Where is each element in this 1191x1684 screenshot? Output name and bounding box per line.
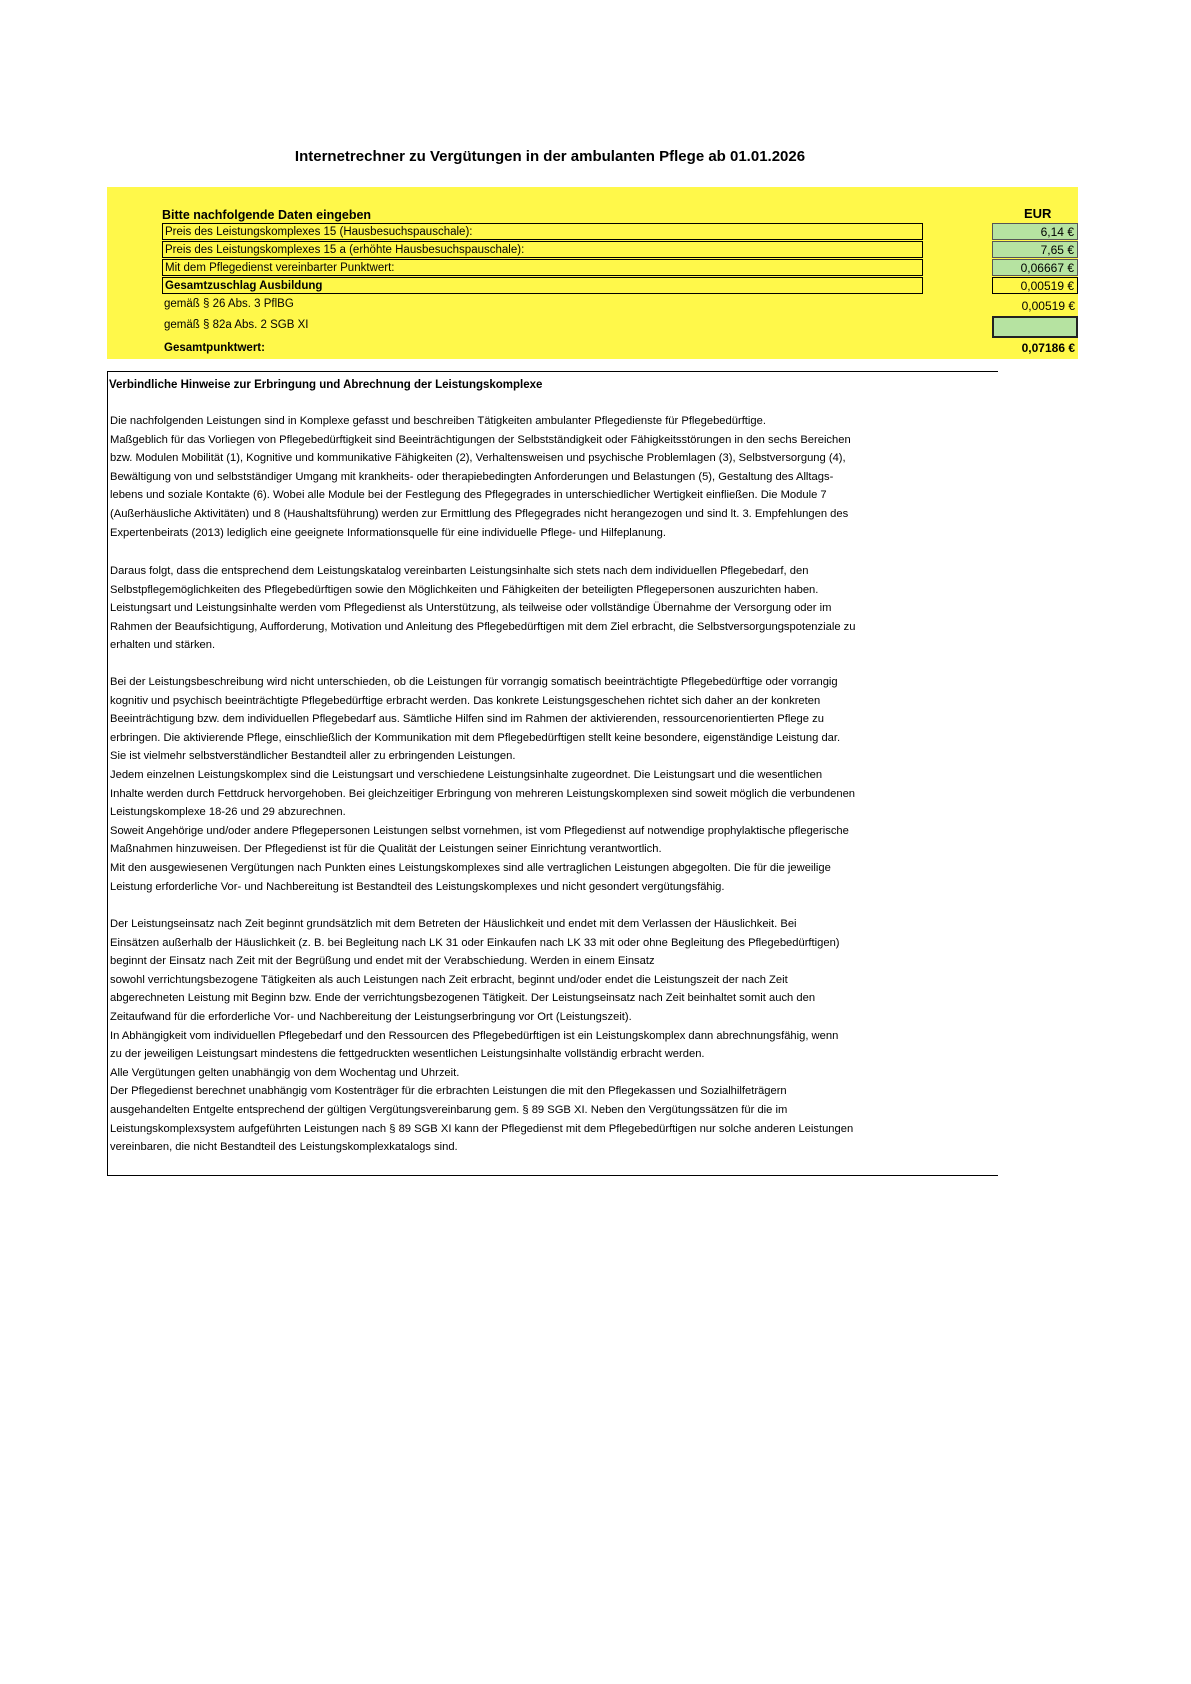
calculator-panel — [107, 187, 1078, 359]
sgbxi-label: gemäß § 82a Abs. 2 SGB XI — [164, 319, 309, 331]
lk15a-price-input[interactable]: 7,65 € — [992, 241, 1078, 258]
lk15-label: Preis des Leistungskomplexes 15 (Hausbesuchspauschale): — [162, 223, 923, 240]
pflbg-label: gemäß § 26 Abs. 3 PflBG — [164, 298, 294, 310]
lk15a-label: Preis des Leistungskomplexes 15 a (erhöhte Hausbesuchspauschale): — [162, 241, 923, 258]
notes-paragraph: Bei der Leistungsbeschreibung wird nicht unterschieden, ob die Leistungen für vorrangig somatisch beeinträchtigte Pflegebedürftige oder vorrangig kognitiv und psychisch beeinträchtigte Pflegebedürftige erbracht werden. Das konkrete Leistungsgeschehen richtet sich daher an der konkreten Beeinträchtigung bzw. dem individuellen Pflegebedarf aus. Sämtliche Hilfen sind im Rahmen der aktivierenden, ressourcenorientierten Pflege zu erbringen. Die aktivierende Pflege, einschließlich der Kommunikation mit dem Pflegebedürftigen stellt keine besondere, eigenständige Leistung dar. Sie ist vielmehr selbstverständlicher Bestandteil aller zu erbringenden Leistungen. Jedem einzelnen Leistungskomplex sind die Leistungsart und verschiedene Leistungsinhalte zugeordnet. Die Leistungsart und die wesentlichen Inhalte werden durch Fettdruck hervorgehoben. Bei gleichzeitiger Erbringung von mehreren Leistungskomplexen sind soweit möglich die verbundenen Leistungskomplexe 18-26 und 29 abzurechnen. Soweit Angehörige und/oder andere Pflegepersonen Leistungen selbst vornehmen, ist vom Pflegedienst auf notwendige prophylaktische pflegerische Maßnahmen hinzuweisen. Der Pflegedienst ist für die Qualität der Leistungen seiner Einrichtung verantwortlich. Mit den ausgewiesenen Vergütungen nach Punkten eines Leistungskomplexes sind alle vertraglichen Leistungen abgegolten. Die für die jeweilige Leistung erforderliche Vor- und Nachbereitung ist Bestandteil des Leistungskomplexes und nicht gesondert vergütungsfähig. — [110, 676, 856, 893]
notes-paragraph: Der Leistungseinsatz nach Zeit beginnt grundsätzlich mit dem Betreten der Häuslichkeit und endet mit dem Verlassen der Häuslichkeit. Bei Einsätzen außerhalb der Häuslichkeit (z. B. bei Begleitung nach LK 31 oder Einkaufen nach LK 33 mit oder ohne Begleitung des Pflegebedürftigen) beginnt der Einsatz nach Zeit mit der Begrüßung und endet mit der Verabschiedung. Werden in einem Einsatz sowohl verrichtungsbezogene Tätigkeiten als auch Leistungen nach Zeit erbracht, beginnt und/oder endet die Leistungszeit der nach Zeit abgerechneten Leistung mit Beginn bzw. Ende der verrichtungsbezogenen Tätigkeit. Der Leistungseinsatz nach Zeit beinhaltet somit auch den Zeitaufwand für die erforderliche Vor- und Nachbereitung der Leistungserbringung vor Ort (Leistungszeit). In Abhängigkeit vom individuellen Pflegebedarf und den Ressourcen des Pflegebedürftigen ist ein Leistungskomplex dann abrechnungsfähig, wenn zu der jeweiligen Leistungsart mindestens die fettgedruckten wesentlichen Leistungsinhalte vollständig erbracht werden. Alle Vergütungen gelten unabhängig von dem Wochentag und Uhrzeit. Der Pflegedienst berechnet unabhängig vom Kostenträger für die erbrachten Leistungen die mit den Pflegekassen und Sozialhilfeträgern ausgehandelten Entgelte entsprechend der gültigen Vergütungsvereinbarung gem. § 89 SGB XI. Neben den Vergütungssätzen für die im Leistungskomplexsystem aufgeführten Leistungen nach § 89 SGB XI kann der Pflegedienst mit dem Pflegebedürftigen nur solche anderen Leistungen vereinbaren, die nicht Bestandteil des Leistungskomplexkatalogs sind. — [110, 918, 854, 1154]
lk15-price-input[interactable]: 6,14 € — [992, 223, 1078, 240]
notes-paragraph: Daraus folgt, dass die entsprechend dem Leistungskatalog vereinbarten Leistungsinhalte sich stets nach dem individuellen Pflegebedarf, den Selbstpflegemöglichkeiten des Pflegebedürftigen sowie den Möglichkeiten und Fähigkeiten der beteiligten Pflegepersonen auszurichten haben. Leistungsart und Leistungsinhalte werden vom Pflegedienst als Unterstützung, als teilweise oder vollständige Übernahme der Versorgung oder im Rahmen der Beaufsichtigung, Aufforderung, Motivation und Anleitung des Pflegebedürftigen mit dem Ziel erbracht, die Selbstversorgungspotenziale zu erhalten und stärken. — [110, 565, 856, 652]
calculator-heading: Bitte nachfolgende Daten eingeben — [162, 208, 372, 222]
currency-label: EUR — [1024, 206, 1052, 221]
notes-heading: Verbindliche Hinweise zur Erbringung und Abrechnung der Leistungskomplexe — [109, 379, 543, 391]
ausbildung-label: Gesamtzuschlag Ausbildung — [162, 277, 923, 294]
punktwert-input[interactable]: 0,06667 € — [992, 259, 1078, 276]
ausbildung-value: 0,00519 € — [992, 277, 1078, 294]
gesamtpunktwert-value: 0,07186 € — [1021, 341, 1075, 355]
sgbxi-input[interactable] — [992, 316, 1078, 338]
pflbg-value: 0,00519 € — [1021, 299, 1075, 313]
page-title: Internetrechner zu Vergütungen in der ambulanten Pflege ab 01.01.2026 — [294, 148, 806, 165]
gesamtpunktwert-label: Gesamtpunktwert: — [164, 342, 265, 354]
notes-paragraph: Die nachfolgenden Leistungen sind in Komplexe gefasst und beschreiben Tätigkeiten ambulanter Pflegedienste für Pflegebedürftige. Maßgeblich für das Vorliegen von Pflegebedürftigkeit sind Beeinträchtigungen der Selbstständigkeit oder Fähigkeitsstörungen in den sechs Bereichen bzw. Modulen Mobilität (1), Kognitive und kommunikative Fähigkeiten (2), Verhaltensweisen und psychische Problemlagen (3), Selbstversorgung (4), Bewältigung von und selbstständiger Umgang mit krankheits- oder therapiebedingten Anforderungen und Belastungen (5), Gestaltung des Alltags- lebens und soziale Kontakte (6). Wobei alle Module bei der Festlegung des Pflegegrades in unterschiedlicher Wertigkeit einfließen. Die Module 7 (Außerhäusliche Aktivitäten) und 8 (Haushaltsführung) werden zur Ermittlung des Pflegegrades nicht herangezogen und sind lt. 3. Empfehlungen des Expertenbeirats (2013) lediglich eine geeignete Informationsquelle für eine individuelle Pflege- und Hilfeplanung. — [110, 415, 851, 539]
punktwert-label: Mit dem Pflegedienst vereinbarter Punktwert: — [162, 259, 923, 276]
notes-box — [107, 371, 998, 1176]
